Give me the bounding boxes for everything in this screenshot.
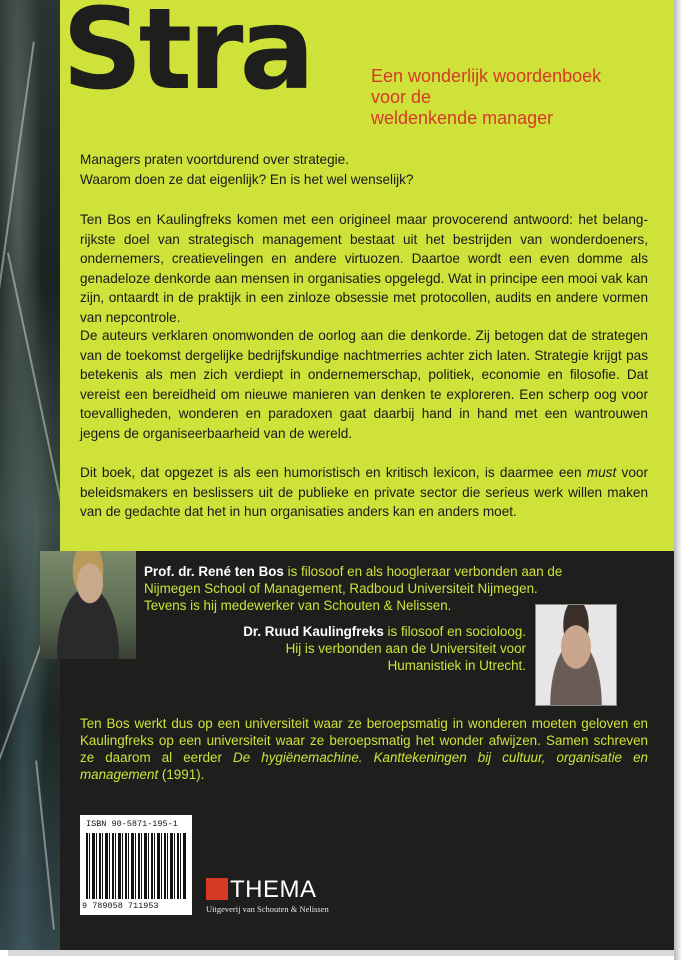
author-name: Dr. Ruud Kaulingfreks: [243, 624, 384, 639]
publisher-logo-text: THEMA: [230, 876, 317, 903]
vine-line: [35, 760, 55, 929]
blurb-paragraph: Ten Bos en Kaulingfreks komen met een origineel maar provocerend antwoord: het belangrijkste doel van strategisch management bestaat uit het bestrijden van wonderdoeners, ondernemers, creatievelingen en andere virtuozen. Daartoe wordt een even domme als genadeloze denkorde aan mensen in organisaties opgelegd. Wat in principe een mooi vak kan zijn, ontaardt in de praktijk in een zinloze obsessie met protocollen, audits en andere vormen van nepcontrole.: [80, 212, 648, 325]
subtitle-line: weldenkende manager: [371, 108, 554, 128]
author-bio-kaulingfreks: [240, 623, 526, 674]
cover-title: Stra: [62, 0, 312, 115]
text-run: voor beleidsmakers en beslissers uit de publieke en private sector die serieus werk willen maken van de gedachte dat het in hun organisaties anders kan en anders moet.: [80, 465, 648, 519]
cover-subtitle: [371, 66, 661, 129]
barcode-bars: [86, 833, 186, 899]
blurb-paragraph: De auteurs verklaren onomwonden de oorlog aan die denkorde. Zij betogen dat de strategen van de toekomst dergelijke bedrijfskundige nachtmerries achter zich laten. Strategie krijgt pas betekenis als men zich verdiept in ondernemerschap, politiek, economie en filosofie. Dat vereist een bereidheid om nieuwe manieren van denken te exploreren. Een scherp oog voor toevalligheden, wonderen en paradoxen gaat daarbij hand in hand met een wantrouwen jegens de organiseerbaarheid van de wereld.: [80, 328, 648, 441]
publisher-logo-square: [206, 878, 228, 900]
text-run: (1991).: [158, 767, 205, 782]
author-text: is filosoof en socioloog. Hij is verbonden aan de Universiteit voor Humanistiek in Utrecht.: [285, 624, 526, 673]
blurb-intro-line: Managers praten voortdurend over strategie.: [80, 152, 350, 167]
emphasis-text: must: [586, 465, 617, 480]
author-bio-ten-bos: [144, 563, 564, 614]
text-run: Dit boek, dat opgezet is als een humoristisch en kritisch lexicon, is daarmee een: [80, 465, 587, 480]
author-photo-kaulingfreks: [535, 604, 617, 706]
subtitle-line: voor de: [371, 87, 432, 107]
vine-line: [7, 253, 63, 508]
isbn-text: ISBN 90-5871-195-1: [86, 819, 178, 829]
author-photo-ten-bos: [40, 551, 136, 659]
author-text: is filosoof en als hoogleraar verbonden aan de Nijmegen School of Management, Radboud Universiteit Nijmegen. Tevens is hij medewerker van Schouten & Nelissen.: [144, 564, 563, 613]
left-photo-strip: [0, 0, 60, 950]
author-name: Prof. dr. René ten Bos: [144, 564, 284, 579]
page-edge: [674, 0, 682, 960]
subtitle-line: Een wonderlijk woordenboek: [371, 66, 602, 86]
publisher-name: Uitgeverij van Schouten & Nelissen: [206, 904, 329, 914]
blurb-paragraph: [80, 463, 648, 522]
text-run: Ten Bos werkt dus op een universiteit waar ze beroepsmatig in wonderen moeten geloven en Kaulingfreks op een universiteit waar ze beroepsmatig het wonder afwijzen. Samen schreven ze daarom al eerder: [80, 716, 648, 765]
blurb-intro: [80, 150, 648, 189]
closing-paragraph: [80, 715, 648, 783]
barcode: [80, 815, 192, 915]
blurb-intro-line: Waarom doen ze dat eigenlijk? En is het wel wenselijk?: [80, 171, 414, 187]
barcode-digits: 9 789058 711953: [82, 901, 159, 911]
book-title-italic: De hygiënemachine. Kanttekeningen bij cultuur, organisatie en management: [80, 750, 648, 782]
